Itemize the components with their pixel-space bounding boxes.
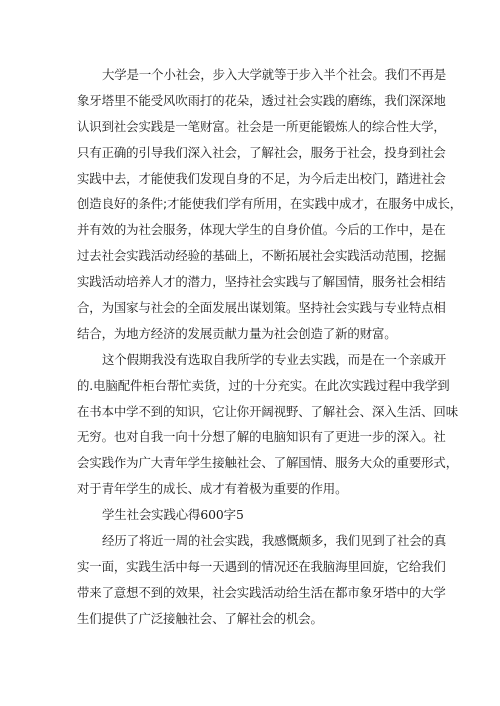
section-heading	[77, 502, 429, 528]
paragraph-line: 会实践作为广大青年学生接触社会、了解国情、服务大众的重要形式，	[77, 455, 459, 471]
paragraph-line: 的.电脑配件柜台帮忙卖货，过的十分充实。在此次实践过程中我学到	[77, 377, 450, 393]
paragraph-line: 认识到社会实践是一笔财富。社会是一所更能锻炼人的综合性大学，	[77, 118, 446, 134]
paragraph-line: 大学是一个小社会，步入大学就等于步入半个社会。我们不再是	[102, 67, 447, 82]
paragraph-1	[77, 62, 463, 347]
paragraph-line: 象牙塔里不能受风吹雨打的花朵，透过社会实践的磨练，我们深深地	[77, 92, 446, 108]
section-heading-text: 学生社会实践心得600字5	[102, 507, 244, 523]
paragraph-line: 实践中去，才能使我们发现自身的不足，为今后走出校门，踏进社会	[77, 170, 446, 186]
paragraph-line: 实一面，实践生活中每一天遇到的情况还在我脑海里回旋，它给我们	[77, 558, 446, 574]
paragraph-line: 在书本中学不到的知识，它让你开阔视野、了解社会、深入生活、回味	[77, 403, 459, 419]
paragraph-line: 无穷。也对自我一向十分想了解的电脑知识有了更进一步的深入。社	[77, 429, 446, 445]
paragraph-line: 过去社会实践活动经验的基础上，不断拓展社会实践活动范围，挖掘	[77, 248, 446, 264]
paragraph-line: 这个假期我没有选取自我所学的专业去实践，而是在一个亲戚开	[102, 351, 447, 367]
paragraph-line: 生们提供了广泛接触社会、了解社会的机会。	[77, 610, 323, 626]
paragraph-2	[77, 347, 459, 502]
paragraph-line: 对于青年学生的成长、成才有着极为重要的作用。	[77, 481, 348, 497]
paragraph-line: 创造良好的条件;才能使我们学有所用，在实践中成才，在服务中成长，	[77, 196, 463, 212]
paragraph-line: 合，为国家与社会的全面发展出谋划策。坚持社会实践与专业特点相	[77, 300, 446, 316]
document-body	[77, 62, 463, 632]
paragraph-line: 经历了将近一周的社会实践，我感慨颇多，我们见到了社会的真	[102, 533, 447, 549]
paragraph-3	[77, 528, 447, 632]
paragraph-line: 结合，为地方经济的发展贡献力量为社会创造了新的财富。	[77, 325, 397, 341]
paragraph-line: 并有效的为社会服务，体现大学生的自身价值。今后的工作中，是在	[77, 222, 446, 238]
paragraph-line: 只有正确的引导我们深入社会，了解社会，服务于社会，投身到社会	[77, 144, 446, 160]
paragraph-line: 带来了意想不到的效果，社会实践活动给生活在都市象牙塔中的大学	[77, 584, 446, 600]
paragraph-line: 实践活动培养人才的潜力，坚持社会实践与了解国情，服务社会相结	[77, 274, 446, 290]
